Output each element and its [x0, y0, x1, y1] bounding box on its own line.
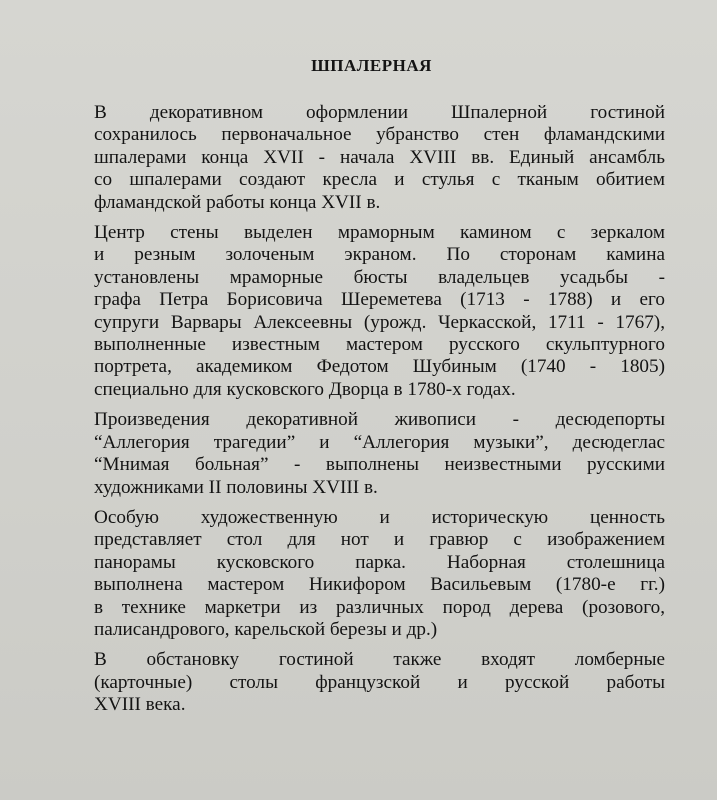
- text-line: представляет стол для нот и гравюр с изображением: [94, 529, 665, 551]
- paragraph-4: [58, 507, 665, 641]
- text-line: и резным золоченым экраном. По сторонам камина: [94, 244, 665, 266]
- text-line: панорамы кусковского парка. Наборная столешница: [94, 551, 665, 573]
- text-line: в технике маркетри из различных пород дерева (розового,: [94, 596, 665, 618]
- text-line: Произведения декоративной живописи - десюдепорты: [94, 409, 665, 431]
- page-title: ШПАЛЕРНАЯ: [311, 56, 432, 75]
- text-line: выполнена мастером Никифором Васильевым (1780-е гг.): [94, 574, 665, 596]
- paragraph-5: [58, 649, 665, 716]
- text-line: Центр стены выделен мраморным камином с зеркалом: [94, 222, 665, 244]
- text-line: XVIII века.: [94, 694, 186, 716]
- text-line: палисандрового, карельской березы и др.): [94, 618, 438, 640]
- paragraph-1: [58, 102, 665, 214]
- text-line: специально для кусковского Дворца в 1780-х годах.: [94, 378, 516, 400]
- text-line: “Аллегория трагедии” и “Аллегория музыки”, десюдеглас: [94, 431, 665, 453]
- text-line: портрета, академиком Федотом Шубиным (1740 - 1805): [94, 356, 665, 378]
- text-line: графа Петра Борисовича Шереметева (1713 - 1788) и его: [94, 289, 665, 311]
- text-line: В обстановку гостиной также входят ломберные: [94, 649, 665, 671]
- text-line: В декоративном оформлении Шпалерной гостиной: [94, 102, 665, 123]
- text-line: супруги Варвары Алексеевны (урожд. Черкасской, 1711 - 1767),: [94, 311, 665, 333]
- text-line: фламандской работы конца XVII в.: [94, 191, 381, 213]
- paragraph-3: [58, 409, 665, 499]
- text-line: сохранилось первоначальное убранство стен фламандскими: [94, 124, 665, 146]
- text-line: “Мнимая больная” - выполнены неизвестными русскими: [94, 454, 665, 476]
- text-line: выполненные известным мастером русского скульптурного: [94, 334, 665, 356]
- paragraph-2: [58, 222, 665, 401]
- text-line: Особую художественную и историческую ценность: [94, 506, 665, 528]
- text-line: установлены мраморные бюсты владельцев усадьбы -: [94, 266, 665, 288]
- text-line: художниками II половины XVIII в.: [94, 476, 378, 498]
- text-line: шпалерами конца XVII - начала XVIII вв. Единый ансамбль: [94, 146, 665, 168]
- text-line: (карточные) столы французской и русской работы: [94, 671, 665, 693]
- text-line: со шпалерами создают кресла и стулья с тканым обитием: [94, 169, 665, 191]
